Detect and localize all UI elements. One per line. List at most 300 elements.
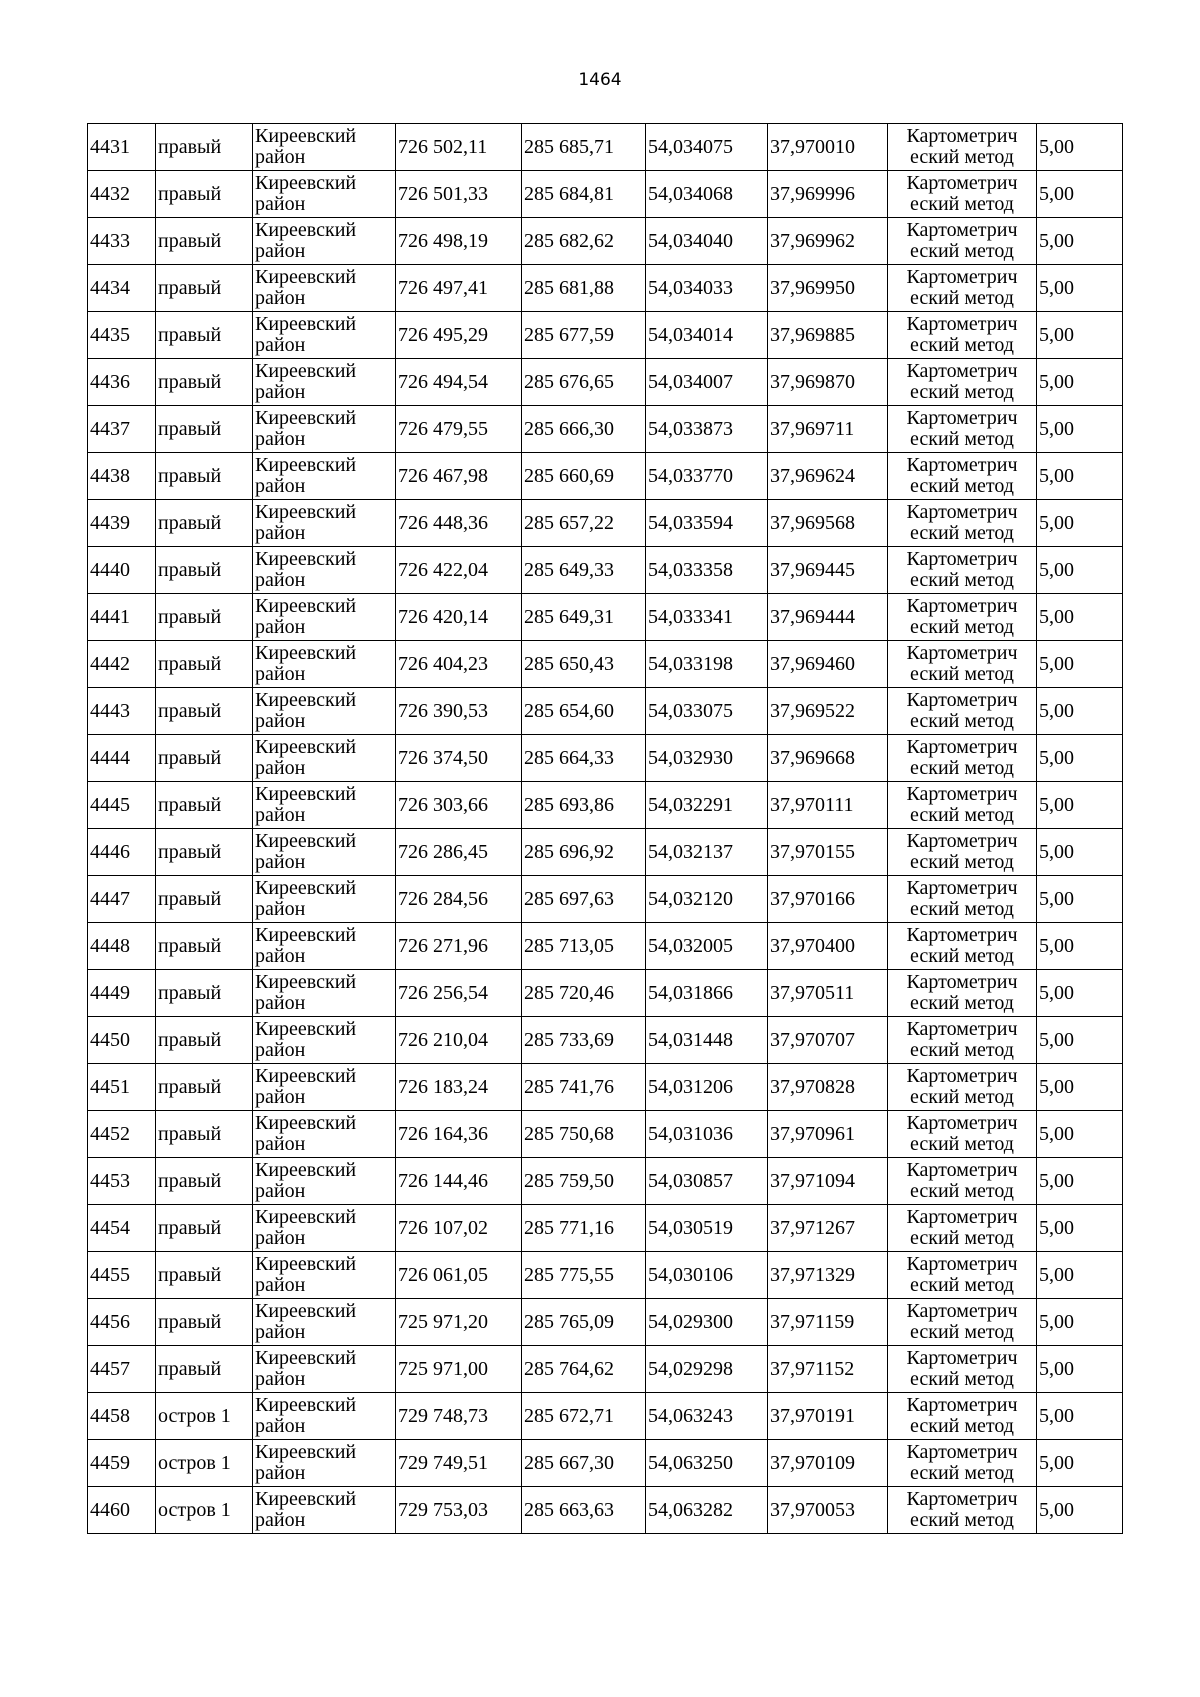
method-cell: Картометрич еский метод: [888, 876, 1037, 923]
coord-x-cell: 726 495,29: [396, 312, 522, 359]
latitude-cell: 54,034040: [646, 218, 768, 265]
side-cell: правый: [156, 641, 253, 688]
table-row: [88, 453, 1123, 500]
table-body: [88, 124, 1123, 1534]
accuracy-cell: 5,00: [1037, 1252, 1123, 1299]
accuracy-cell: 5,00: [1037, 1205, 1123, 1252]
side-cell: правый: [156, 1111, 253, 1158]
point-number-cell: 4435: [88, 312, 156, 359]
coord-y-cell: 285 693,86: [522, 782, 646, 829]
latitude-cell: 54,030519: [646, 1205, 768, 1252]
coord-x-cell: 729 753,03: [396, 1487, 522, 1534]
coord-x-cell: 726 144,46: [396, 1158, 522, 1205]
accuracy-cell: 5,00: [1037, 218, 1123, 265]
side-cell: правый: [156, 312, 253, 359]
district-cell: Киреевский район: [253, 688, 396, 735]
latitude-cell: 54,033075: [646, 688, 768, 735]
accuracy-cell: 5,00: [1037, 1393, 1123, 1440]
district-cell: Киреевский район: [253, 359, 396, 406]
accuracy-cell: 5,00: [1037, 171, 1123, 218]
table-row: [88, 1205, 1123, 1252]
longitude-cell: 37,969568: [768, 500, 888, 547]
coord-y-cell: 285 759,50: [522, 1158, 646, 1205]
longitude-cell: 37,970155: [768, 829, 888, 876]
side-cell: правый: [156, 594, 253, 641]
longitude-cell: 37,969962: [768, 218, 888, 265]
latitude-cell: 54,031036: [646, 1111, 768, 1158]
coord-y-cell: 285 660,69: [522, 453, 646, 500]
table-row: [88, 124, 1123, 171]
coord-x-cell: 726 286,45: [396, 829, 522, 876]
table-row: [88, 1299, 1123, 1346]
district-cell: Киреевский район: [253, 1346, 396, 1393]
coord-y-cell: 285 650,43: [522, 641, 646, 688]
point-number-cell: 4432: [88, 171, 156, 218]
longitude-cell: 37,970053: [768, 1487, 888, 1534]
table-row: [88, 547, 1123, 594]
table-row: [88, 923, 1123, 970]
accuracy-cell: 5,00: [1037, 641, 1123, 688]
side-cell: правый: [156, 547, 253, 594]
coord-y-cell: 285 649,33: [522, 547, 646, 594]
latitude-cell: 54,029298: [646, 1346, 768, 1393]
longitude-cell: 37,969624: [768, 453, 888, 500]
method-cell: Картометрич еский метод: [888, 171, 1037, 218]
side-cell: правый: [156, 1158, 253, 1205]
accuracy-cell: 5,00: [1037, 1158, 1123, 1205]
method-cell: Картометрич еский метод: [888, 923, 1037, 970]
table-row: [88, 1017, 1123, 1064]
point-number-cell: 4431: [88, 124, 156, 171]
latitude-cell: 54,034014: [646, 312, 768, 359]
side-cell: правый: [156, 876, 253, 923]
point-number-cell: 4446: [88, 829, 156, 876]
point-number-cell: 4448: [88, 923, 156, 970]
coord-x-cell: 726 390,53: [396, 688, 522, 735]
method-cell: Картометрич еский метод: [888, 829, 1037, 876]
latitude-cell: 54,032137: [646, 829, 768, 876]
table-row: [88, 500, 1123, 547]
latitude-cell: 54,034033: [646, 265, 768, 312]
coord-x-cell: 726 107,02: [396, 1205, 522, 1252]
side-cell: правый: [156, 406, 253, 453]
latitude-cell: 54,029300: [646, 1299, 768, 1346]
method-cell: Картометрич еский метод: [888, 1064, 1037, 1111]
coord-x-cell: 726 061,05: [396, 1252, 522, 1299]
longitude-cell: 37,969950: [768, 265, 888, 312]
point-number-cell: 4436: [88, 359, 156, 406]
accuracy-cell: 5,00: [1037, 1064, 1123, 1111]
table-row: [88, 171, 1123, 218]
latitude-cell: 54,063250: [646, 1440, 768, 1487]
method-cell: Картометрич еский метод: [888, 453, 1037, 500]
table-row: [88, 1111, 1123, 1158]
coord-y-cell: 285 775,55: [522, 1252, 646, 1299]
longitude-cell: 37,970828: [768, 1064, 888, 1111]
coord-y-cell: 285 677,59: [522, 312, 646, 359]
side-cell: правый: [156, 1064, 253, 1111]
table-row: [88, 688, 1123, 735]
table-row: [88, 876, 1123, 923]
method-cell: Картометрич еский метод: [888, 970, 1037, 1017]
side-cell: правый: [156, 265, 253, 312]
accuracy-cell: 5,00: [1037, 1017, 1123, 1064]
district-cell: Киреевский район: [253, 594, 396, 641]
method-cell: Картометрич еский метод: [888, 1440, 1037, 1487]
longitude-cell: 37,971159: [768, 1299, 888, 1346]
latitude-cell: 54,032930: [646, 735, 768, 782]
district-cell: Киреевский район: [253, 1299, 396, 1346]
side-cell: правый: [156, 688, 253, 735]
point-number-cell: 4439: [88, 500, 156, 547]
longitude-cell: 37,971152: [768, 1346, 888, 1393]
coord-x-cell: 729 749,51: [396, 1440, 522, 1487]
latitude-cell: 54,032005: [646, 923, 768, 970]
point-number-cell: 4445: [88, 782, 156, 829]
coord-x-cell: 726 497,41: [396, 265, 522, 312]
longitude-cell: 37,969870: [768, 359, 888, 406]
accuracy-cell: 5,00: [1037, 1111, 1123, 1158]
district-cell: Киреевский район: [253, 265, 396, 312]
point-number-cell: 4455: [88, 1252, 156, 1299]
longitude-cell: 37,971267: [768, 1205, 888, 1252]
point-number-cell: 4458: [88, 1393, 156, 1440]
coord-y-cell: 285 657,22: [522, 500, 646, 547]
coord-y-cell: 285 684,81: [522, 171, 646, 218]
coord-y-cell: 285 676,65: [522, 359, 646, 406]
accuracy-cell: 5,00: [1037, 829, 1123, 876]
district-cell: Киреевский район: [253, 453, 396, 500]
coord-x-cell: 726 256,54: [396, 970, 522, 1017]
point-number-cell: 4444: [88, 735, 156, 782]
longitude-cell: 37,970707: [768, 1017, 888, 1064]
district-cell: Киреевский район: [253, 641, 396, 688]
latitude-cell: 54,063282: [646, 1487, 768, 1534]
method-cell: Картометрич еский метод: [888, 124, 1037, 171]
district-cell: Киреевский район: [253, 406, 396, 453]
point-number-cell: 4450: [88, 1017, 156, 1064]
table-row: [88, 1252, 1123, 1299]
coord-x-cell: 726 420,14: [396, 594, 522, 641]
district-cell: Киреевский район: [253, 1393, 396, 1440]
side-cell: остров 1: [156, 1393, 253, 1440]
accuracy-cell: 5,00: [1037, 594, 1123, 641]
latitude-cell: 54,034075: [646, 124, 768, 171]
coord-y-cell: 285 664,33: [522, 735, 646, 782]
method-cell: Картометрич еский метод: [888, 312, 1037, 359]
accuracy-cell: 5,00: [1037, 688, 1123, 735]
method-cell: Картометрич еский метод: [888, 359, 1037, 406]
district-cell: Киреевский район: [253, 1158, 396, 1205]
side-cell: правый: [156, 829, 253, 876]
longitude-cell: 37,970961: [768, 1111, 888, 1158]
coord-y-cell: 285 696,92: [522, 829, 646, 876]
longitude-cell: 37,970400: [768, 923, 888, 970]
table-row: [88, 1440, 1123, 1487]
latitude-cell: 54,033594: [646, 500, 768, 547]
coord-y-cell: 285 682,62: [522, 218, 646, 265]
coord-y-cell: 285 649,31: [522, 594, 646, 641]
coord-y-cell: 285 672,71: [522, 1393, 646, 1440]
accuracy-cell: 5,00: [1037, 735, 1123, 782]
coord-x-cell: 726 422,04: [396, 547, 522, 594]
table-row: [88, 782, 1123, 829]
point-number-cell: 4438: [88, 453, 156, 500]
accuracy-cell: 5,00: [1037, 265, 1123, 312]
method-cell: Картометрич еский метод: [888, 688, 1037, 735]
point-number-cell: 4433: [88, 218, 156, 265]
district-cell: Киреевский район: [253, 970, 396, 1017]
method-cell: Картометрич еский метод: [888, 735, 1037, 782]
district-cell: Киреевский район: [253, 1064, 396, 1111]
side-cell: остров 1: [156, 1440, 253, 1487]
side-cell: правый: [156, 970, 253, 1017]
side-cell: правый: [156, 171, 253, 218]
method-cell: Картометрич еский метод: [888, 782, 1037, 829]
side-cell: правый: [156, 124, 253, 171]
accuracy-cell: 5,00: [1037, 1346, 1123, 1393]
district-cell: Киреевский район: [253, 829, 396, 876]
district-cell: Киреевский район: [253, 312, 396, 359]
latitude-cell: 54,033358: [646, 547, 768, 594]
side-cell: правый: [156, 735, 253, 782]
table-row: [88, 594, 1123, 641]
coordinates-table: [87, 123, 1123, 1534]
longitude-cell: 37,969711: [768, 406, 888, 453]
latitude-cell: 54,033341: [646, 594, 768, 641]
coord-y-cell: 285 663,63: [522, 1487, 646, 1534]
point-number-cell: 4440: [88, 547, 156, 594]
method-cell: Картометрич еский метод: [888, 641, 1037, 688]
table-row: [88, 1346, 1123, 1393]
coord-y-cell: 285 681,88: [522, 265, 646, 312]
point-number-cell: 4434: [88, 265, 156, 312]
point-number-cell: 4453: [88, 1158, 156, 1205]
accuracy-cell: 5,00: [1037, 1487, 1123, 1534]
district-cell: Киреевский район: [253, 1205, 396, 1252]
district-cell: Киреевский район: [253, 1487, 396, 1534]
method-cell: Картометрич еский метод: [888, 218, 1037, 265]
accuracy-cell: 5,00: [1037, 312, 1123, 359]
side-cell: правый: [156, 500, 253, 547]
table-row: [88, 1064, 1123, 1111]
longitude-cell: 37,969668: [768, 735, 888, 782]
side-cell: правый: [156, 1017, 253, 1064]
longitude-cell: 37,969444: [768, 594, 888, 641]
method-cell: Картометрич еский метод: [888, 1346, 1037, 1393]
point-number-cell: 4441: [88, 594, 156, 641]
latitude-cell: 54,034007: [646, 359, 768, 406]
point-number-cell: 4452: [88, 1111, 156, 1158]
method-cell: Картометрич еский метод: [888, 1299, 1037, 1346]
point-number-cell: 4447: [88, 876, 156, 923]
coord-y-cell: 285 720,46: [522, 970, 646, 1017]
longitude-cell: 37,971329: [768, 1252, 888, 1299]
method-cell: Картометрич еский метод: [888, 1393, 1037, 1440]
point-number-cell: 4451: [88, 1064, 156, 1111]
latitude-cell: 54,032120: [646, 876, 768, 923]
table-row: [88, 359, 1123, 406]
coord-x-cell: 726 498,19: [396, 218, 522, 265]
point-number-cell: 4456: [88, 1299, 156, 1346]
side-cell: остров 1: [156, 1487, 253, 1534]
point-number-cell: 4457: [88, 1346, 156, 1393]
coord-x-cell: 726 164,36: [396, 1111, 522, 1158]
accuracy-cell: 5,00: [1037, 1440, 1123, 1487]
point-number-cell: 4442: [88, 641, 156, 688]
district-cell: Киреевский район: [253, 1017, 396, 1064]
longitude-cell: 37,970109: [768, 1440, 888, 1487]
district-cell: Киреевский район: [253, 124, 396, 171]
coord-y-cell: 285 764,62: [522, 1346, 646, 1393]
district-cell: Киреевский район: [253, 923, 396, 970]
method-cell: Картометрич еский метод: [888, 547, 1037, 594]
district-cell: Киреевский район: [253, 735, 396, 782]
district-cell: Киреевский район: [253, 1440, 396, 1487]
district-cell: Киреевский район: [253, 876, 396, 923]
method-cell: Картометрич еский метод: [888, 1158, 1037, 1205]
coord-y-cell: 285 750,68: [522, 1111, 646, 1158]
latitude-cell: 54,034068: [646, 171, 768, 218]
page-number: 1464: [578, 70, 622, 90]
latitude-cell: 54,031866: [646, 970, 768, 1017]
district-cell: Киреевский район: [253, 1111, 396, 1158]
latitude-cell: 54,032291: [646, 782, 768, 829]
accuracy-cell: 5,00: [1037, 359, 1123, 406]
longitude-cell: 37,969996: [768, 171, 888, 218]
accuracy-cell: 5,00: [1037, 406, 1123, 453]
district-cell: Киреевский район: [253, 218, 396, 265]
side-cell: правый: [156, 782, 253, 829]
coord-y-cell: 285 741,76: [522, 1064, 646, 1111]
point-number-cell: 4443: [88, 688, 156, 735]
coord-x-cell: 726 404,23: [396, 641, 522, 688]
coord-y-cell: 285 771,16: [522, 1205, 646, 1252]
accuracy-cell: 5,00: [1037, 970, 1123, 1017]
side-cell: правый: [156, 453, 253, 500]
coord-x-cell: 726 271,96: [396, 923, 522, 970]
accuracy-cell: 5,00: [1037, 782, 1123, 829]
coord-x-cell: 726 303,66: [396, 782, 522, 829]
coord-x-cell: 725 971,20: [396, 1299, 522, 1346]
longitude-cell: 37,971094: [768, 1158, 888, 1205]
longitude-cell: 37,970191: [768, 1393, 888, 1440]
latitude-cell: 54,063243: [646, 1393, 768, 1440]
district-cell: Киреевский район: [253, 782, 396, 829]
longitude-cell: 37,970111: [768, 782, 888, 829]
method-cell: Картометрич еский метод: [888, 1017, 1037, 1064]
point-number-cell: 4437: [88, 406, 156, 453]
method-cell: Картометрич еский метод: [888, 1252, 1037, 1299]
coord-x-cell: 726 494,54: [396, 359, 522, 406]
coord-x-cell: 726 467,98: [396, 453, 522, 500]
coord-y-cell: 285 713,05: [522, 923, 646, 970]
method-cell: Картометрич еский метод: [888, 1111, 1037, 1158]
accuracy-cell: 5,00: [1037, 876, 1123, 923]
accuracy-cell: 5,00: [1037, 547, 1123, 594]
table-row: [88, 1487, 1123, 1534]
coord-y-cell: 285 765,09: [522, 1299, 646, 1346]
longitude-cell: 37,970511: [768, 970, 888, 1017]
side-cell: правый: [156, 1299, 253, 1346]
coord-y-cell: 285 733,69: [522, 1017, 646, 1064]
coord-x-cell: 729 748,73: [396, 1393, 522, 1440]
longitude-cell: 37,969445: [768, 547, 888, 594]
point-number-cell: 4454: [88, 1205, 156, 1252]
district-cell: Киреевский район: [253, 1252, 396, 1299]
accuracy-cell: 5,00: [1037, 1299, 1123, 1346]
accuracy-cell: 5,00: [1037, 500, 1123, 547]
point-number-cell: 4460: [88, 1487, 156, 1534]
table-row: [88, 970, 1123, 1017]
accuracy-cell: 5,00: [1037, 124, 1123, 171]
side-cell: правый: [156, 1346, 253, 1393]
district-cell: Киреевский район: [253, 171, 396, 218]
latitude-cell: 54,030106: [646, 1252, 768, 1299]
method-cell: Картометрич еский метод: [888, 406, 1037, 453]
latitude-cell: 54,033873: [646, 406, 768, 453]
method-cell: Картометрич еский метод: [888, 594, 1037, 641]
table-row: [88, 641, 1123, 688]
method-cell: Картометрич еский метод: [888, 500, 1037, 547]
longitude-cell: 37,969460: [768, 641, 888, 688]
longitude-cell: 37,970166: [768, 876, 888, 923]
longitude-cell: 37,969885: [768, 312, 888, 359]
coord-x-cell: 725 971,00: [396, 1346, 522, 1393]
method-cell: Картометрич еский метод: [888, 1205, 1037, 1252]
side-cell: правый: [156, 1205, 253, 1252]
point-number-cell: 4459: [88, 1440, 156, 1487]
coord-y-cell: 285 667,30: [522, 1440, 646, 1487]
latitude-cell: 54,033198: [646, 641, 768, 688]
side-cell: правый: [156, 359, 253, 406]
coord-y-cell: 285 697,63: [522, 876, 646, 923]
table-row: [88, 829, 1123, 876]
coord-x-cell: 726 210,04: [396, 1017, 522, 1064]
coord-x-cell: 726 479,55: [396, 406, 522, 453]
longitude-cell: 37,969522: [768, 688, 888, 735]
method-cell: Картометрич еский метод: [888, 265, 1037, 312]
table-row: [88, 312, 1123, 359]
table-row: [88, 1393, 1123, 1440]
side-cell: правый: [156, 923, 253, 970]
table-row: [88, 218, 1123, 265]
point-number-cell: 4449: [88, 970, 156, 1017]
district-cell: Киреевский район: [253, 500, 396, 547]
coord-x-cell: 726 284,56: [396, 876, 522, 923]
coord-y-cell: 285 666,30: [522, 406, 646, 453]
coord-x-cell: 726 448,36: [396, 500, 522, 547]
coord-x-cell: 726 502,11: [396, 124, 522, 171]
latitude-cell: 54,031206: [646, 1064, 768, 1111]
accuracy-cell: 5,00: [1037, 453, 1123, 500]
method-cell: Картометрич еский метод: [888, 1487, 1037, 1534]
table-row: [88, 1158, 1123, 1205]
accuracy-cell: 5,00: [1037, 923, 1123, 970]
side-cell: правый: [156, 1252, 253, 1299]
latitude-cell: 54,031448: [646, 1017, 768, 1064]
coord-x-cell: 726 501,33: [396, 171, 522, 218]
table-row: [88, 406, 1123, 453]
district-cell: Киреевский район: [253, 547, 396, 594]
coord-x-cell: 726 183,24: [396, 1064, 522, 1111]
longitude-cell: 37,970010: [768, 124, 888, 171]
table-row: [88, 735, 1123, 782]
table-row: [88, 265, 1123, 312]
coord-y-cell: 285 685,71: [522, 124, 646, 171]
latitude-cell: 54,033770: [646, 453, 768, 500]
coord-x-cell: 726 374,50: [396, 735, 522, 782]
